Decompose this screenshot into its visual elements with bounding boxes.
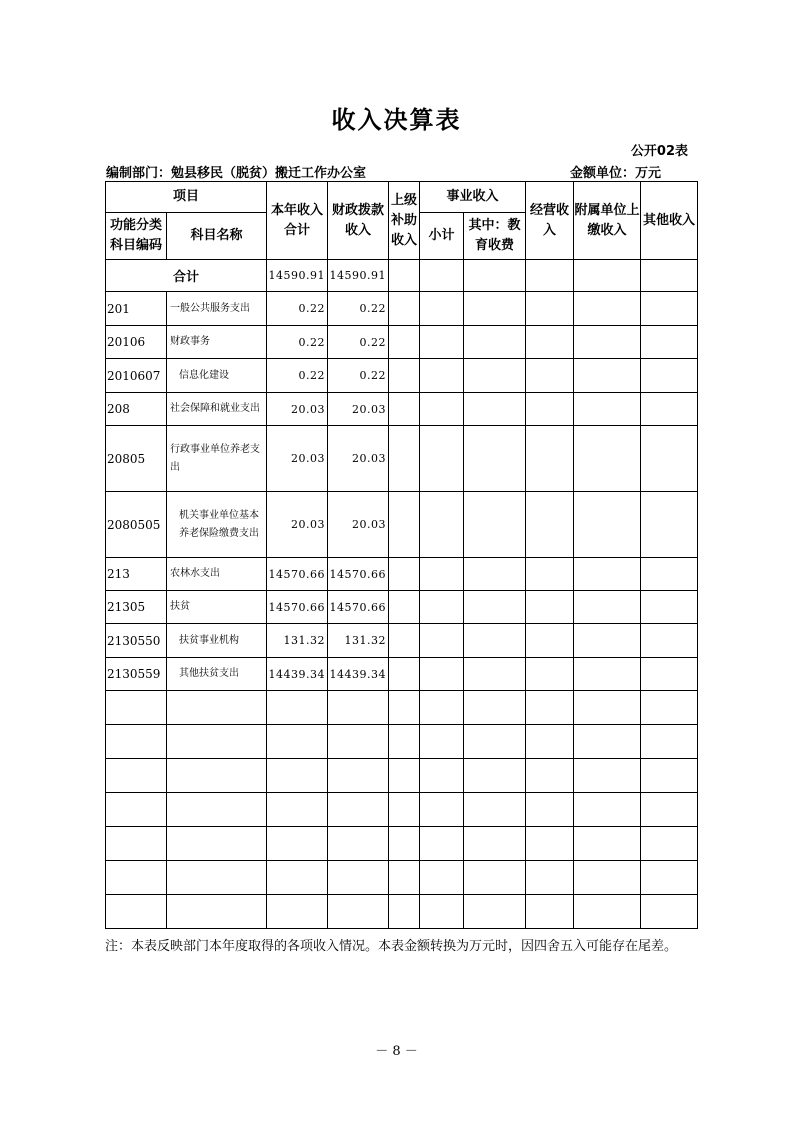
header-operating: 经营收入 (526, 182, 574, 260)
empty-cell (464, 793, 526, 827)
empty-cell (574, 492, 641, 558)
empty-cell (526, 827, 574, 861)
func-code-cell: 21305 (106, 591, 167, 624)
footnote: 注：本表反映部门本年度取得的各项收入情况。本表金额转换为万元时，因四舍五入可能存在尾差。 (105, 939, 678, 954)
fiscal-cell: 20.03 (328, 426, 389, 492)
func-code-cell: 208 (106, 393, 167, 426)
empty-cell (526, 658, 574, 691)
empty-cell (464, 827, 526, 861)
empty-cell (641, 359, 698, 393)
empty-cell (464, 260, 526, 292)
empty-cell (641, 759, 698, 793)
empty-cell (574, 393, 641, 426)
empty-cell (167, 895, 267, 929)
empty-cell (389, 359, 420, 393)
empty-cell (389, 393, 420, 426)
empty-cell (574, 359, 641, 393)
empty-cell (389, 591, 420, 624)
func-code-cell: 2130559 (106, 658, 167, 691)
page-title: 收入决算表 (331, 106, 462, 134)
empty-cell (464, 558, 526, 591)
empty-cell (167, 861, 267, 895)
empty-cell (389, 326, 420, 359)
empty-cell (420, 326, 464, 359)
table-row (106, 359, 698, 393)
fiscal-cell: 14570.66 (328, 558, 389, 591)
empty-cell (526, 292, 574, 326)
fiscal-cell: 20.03 (328, 393, 389, 426)
table-row (106, 292, 698, 326)
empty-cell (641, 861, 698, 895)
empty-cell (420, 827, 464, 861)
empty-cell (526, 793, 574, 827)
subject-name-cell: 机关事业单位基本养老保险缴费支出 (167, 492, 267, 558)
empty-row (106, 725, 698, 759)
total-income-cell: 131.32 (267, 624, 328, 658)
empty-cell (574, 691, 641, 725)
empty-cell (167, 759, 267, 793)
empty-cell (420, 558, 464, 591)
empty-cell (328, 827, 389, 861)
empty-cell (420, 292, 464, 326)
empty-cell (464, 691, 526, 725)
empty-cell (167, 725, 267, 759)
total-income-cell: 20.03 (267, 393, 328, 426)
func-code-cell: 2080505 (106, 492, 167, 558)
empty-cell (574, 895, 641, 929)
empty-cell (328, 793, 389, 827)
header-subtotal: 小计 (420, 213, 464, 260)
total-row (106, 260, 698, 292)
income-table (105, 181, 698, 929)
func-code-cell: 213 (106, 558, 167, 591)
total-income-value: 14590.91 (267, 260, 328, 292)
empty-cell (420, 759, 464, 793)
empty-cell (267, 827, 328, 861)
fiscal-cell: 131.32 (328, 624, 389, 658)
empty-cell (420, 260, 464, 292)
header-func-code: 功能分类科目编码 (106, 213, 167, 260)
empty-cell (106, 861, 167, 895)
empty-cell (389, 558, 420, 591)
empty-cell (420, 393, 464, 426)
table-row (106, 393, 698, 426)
empty-cell (574, 793, 641, 827)
total-fiscal-value: 14590.91 (328, 260, 389, 292)
empty-cell (641, 558, 698, 591)
empty-cell (420, 591, 464, 624)
empty-cell (641, 827, 698, 861)
unit-label: 金额单位：万元 (570, 166, 662, 181)
empty-cell (526, 492, 574, 558)
total-income-cell: 20.03 (267, 426, 328, 492)
table-code: 公开02表 (630, 144, 688, 159)
empty-cell (464, 393, 526, 426)
table-row (106, 558, 698, 591)
empty-cell (526, 591, 574, 624)
empty-cell (641, 895, 698, 929)
empty-cell (464, 492, 526, 558)
total-label: 合计 (106, 260, 267, 292)
total-income-cell: 14570.66 (267, 591, 328, 624)
table-row (106, 624, 698, 658)
empty-cell (574, 260, 641, 292)
empty-cell (464, 591, 526, 624)
empty-cell (641, 725, 698, 759)
empty-cell (420, 691, 464, 725)
empty-cell (420, 426, 464, 492)
empty-cell (267, 725, 328, 759)
total-income-cell: 20.03 (267, 492, 328, 558)
empty-cell (574, 292, 641, 326)
empty-cell (420, 895, 464, 929)
empty-cell (389, 861, 420, 895)
fiscal-cell: 0.22 (328, 326, 389, 359)
empty-cell (526, 426, 574, 492)
empty-cell (267, 691, 328, 725)
empty-cell (574, 624, 641, 658)
empty-cell (464, 861, 526, 895)
table-row (106, 658, 698, 691)
empty-cell (389, 827, 420, 861)
empty-cell (574, 759, 641, 793)
empty-cell (389, 691, 420, 725)
empty-cell (328, 691, 389, 725)
subject-name-cell: 一般公共服务支出 (167, 292, 267, 326)
empty-cell (641, 326, 698, 359)
fiscal-cell: 14570.66 (328, 591, 389, 624)
total-income-cell: 0.22 (267, 359, 328, 393)
fiscal-cell: 14439.34 (328, 658, 389, 691)
empty-cell (328, 895, 389, 929)
empty-cell (167, 793, 267, 827)
empty-cell (464, 624, 526, 658)
empty-cell (328, 861, 389, 895)
empty-row (106, 827, 698, 861)
empty-cell (464, 359, 526, 393)
empty-cell (267, 759, 328, 793)
subject-name-cell: 社会保障和就业支出 (167, 393, 267, 426)
subject-name-cell: 行政事业单位养老支出 (167, 426, 267, 492)
fiscal-cell: 20.03 (328, 492, 389, 558)
empty-row (106, 861, 698, 895)
empty-cell (464, 426, 526, 492)
total-income-cell: 14570.66 (267, 558, 328, 591)
empty-cell (389, 793, 420, 827)
func-code-cell: 201 (106, 292, 167, 326)
empty-cell (420, 492, 464, 558)
empty-cell (106, 759, 167, 793)
empty-cell (641, 393, 698, 426)
empty-cell (464, 658, 526, 691)
empty-cell (574, 658, 641, 691)
empty-cell (420, 725, 464, 759)
empty-cell (641, 624, 698, 658)
header-edu-fee: 其中：教育收费 (464, 213, 526, 260)
empty-cell (574, 591, 641, 624)
empty-cell (526, 759, 574, 793)
header-subject-name: 科目名称 (167, 213, 267, 260)
empty-cell (267, 895, 328, 929)
empty-cell (641, 492, 698, 558)
empty-cell (328, 759, 389, 793)
empty-cell (106, 725, 167, 759)
empty-cell (389, 624, 420, 658)
empty-cell (420, 793, 464, 827)
page-number: － 8 － (375, 1044, 418, 1059)
func-code-cell: 20106 (106, 326, 167, 359)
empty-cell (526, 691, 574, 725)
empty-cell (389, 725, 420, 759)
subject-name-cell: 扶贫事业机构 (167, 624, 267, 658)
empty-cell (389, 895, 420, 929)
table-row (106, 591, 698, 624)
empty-cell (389, 260, 420, 292)
empty-cell (641, 591, 698, 624)
empty-cell (328, 725, 389, 759)
empty-cell (526, 359, 574, 393)
empty-cell (389, 426, 420, 492)
empty-cell (389, 759, 420, 793)
empty-cell (420, 658, 464, 691)
empty-cell (464, 326, 526, 359)
subject-name-cell: 其他扶贫支出 (167, 658, 267, 691)
empty-cell (641, 426, 698, 492)
empty-cell (526, 895, 574, 929)
empty-cell (574, 558, 641, 591)
empty-cell (641, 691, 698, 725)
empty-cell (641, 260, 698, 292)
empty-cell (389, 492, 420, 558)
header-career: 事业收入 (420, 182, 526, 213)
empty-cell (106, 895, 167, 929)
empty-cell (574, 861, 641, 895)
empty-cell (574, 725, 641, 759)
empty-row (106, 691, 698, 725)
empty-cell (526, 725, 574, 759)
empty-cell (526, 558, 574, 591)
func-code-cell: 2130550 (106, 624, 167, 658)
empty-cell (464, 292, 526, 326)
subject-name-cell: 财政事务 (167, 326, 267, 359)
header-item: 项目 (106, 182, 267, 213)
fiscal-cell: 0.22 (328, 359, 389, 393)
header-upper-subsidy: 上级补助收入 (389, 182, 420, 260)
empty-cell (526, 624, 574, 658)
table-row (106, 426, 698, 492)
header-affiliated: 附属单位上缴收入 (574, 182, 641, 260)
empty-cell (420, 861, 464, 895)
empty-cell (267, 793, 328, 827)
empty-row (106, 895, 698, 929)
empty-cell (106, 827, 167, 861)
subject-name-cell: 农林水支出 (167, 558, 267, 591)
empty-cell (106, 691, 167, 725)
empty-cell (526, 393, 574, 426)
empty-cell (167, 691, 267, 725)
empty-cell (464, 895, 526, 929)
empty-row (106, 793, 698, 827)
header-fiscal: 财政拨款收入 (328, 182, 389, 260)
header-total-income: 本年收入合计 (267, 182, 328, 260)
subject-name-cell: 扶贫 (167, 591, 267, 624)
table-row (106, 492, 698, 558)
subject-name-cell: 信息化建设 (167, 359, 267, 393)
empty-cell (420, 624, 464, 658)
total-income-cell: 0.22 (267, 326, 328, 359)
department-label: 编制部门：勉县移民（脱贫）搬迁工作办公室 (106, 166, 367, 181)
empty-cell (464, 725, 526, 759)
empty-cell (574, 426, 641, 492)
table-row (106, 326, 698, 359)
total-income-cell: 0.22 (267, 292, 328, 326)
empty-cell (574, 827, 641, 861)
empty-cell (167, 827, 267, 861)
empty-row (106, 759, 698, 793)
total-income-cell: 14439.34 (267, 658, 328, 691)
empty-cell (641, 658, 698, 691)
empty-cell (464, 759, 526, 793)
empty-cell (389, 658, 420, 691)
empty-cell (267, 861, 328, 895)
empty-cell (389, 292, 420, 326)
empty-cell (526, 260, 574, 292)
func-code-cell: 20805 (106, 426, 167, 492)
empty-cell (526, 326, 574, 359)
empty-cell (526, 861, 574, 895)
empty-cell (420, 359, 464, 393)
empty-cell (641, 292, 698, 326)
empty-cell (106, 793, 167, 827)
func-code-cell: 2010607 (106, 359, 167, 393)
empty-cell (641, 793, 698, 827)
header-other: 其他收入 (641, 182, 698, 260)
empty-cell (574, 326, 641, 359)
fiscal-cell: 0.22 (328, 292, 389, 326)
